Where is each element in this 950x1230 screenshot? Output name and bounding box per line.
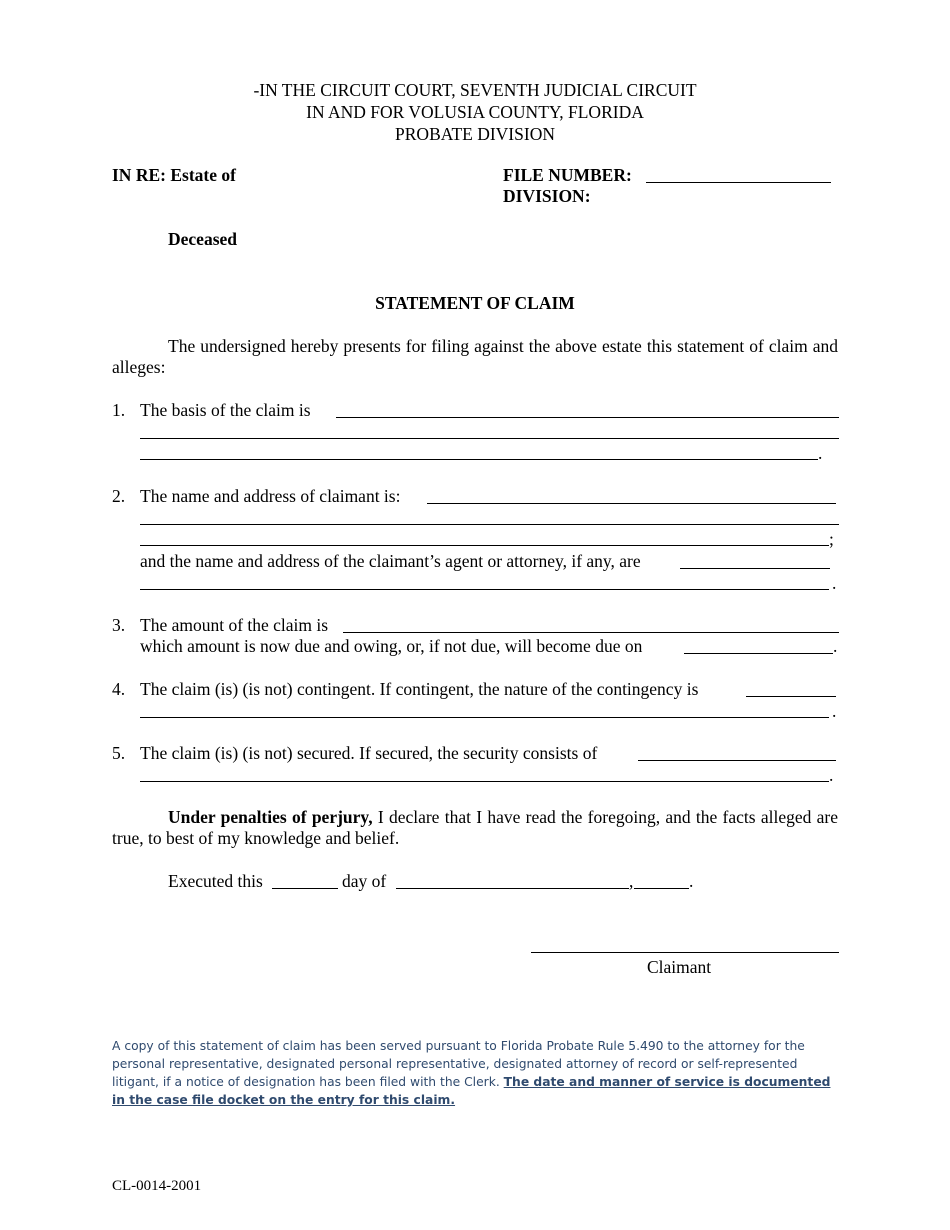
item-3-due-text: which amount is now due and owing, or, if not due, will become due on [140,636,643,656]
day-of-label: day of [342,871,387,891]
basis-of-claim-field-2[interactable] [140,438,839,439]
court-header-line-1: -IN THE CIRCUIT COURT, SEVENTH JUDICIAL CIRCUIT [253,80,697,100]
file-number-label: FILE NUMBER: [503,165,632,185]
division-label: DIVISION: [503,186,591,206]
item-2-semicolon: ; [829,529,834,549]
agent-address-field-1[interactable] [680,568,830,569]
claimant-address-field-2[interactable] [140,524,839,525]
service-notice-emphasis: The date and manner of service is documented in the case file docket on the entry for this claim. [112,1075,831,1107]
item-3-period: . [833,636,838,656]
item-4-number: 4. [112,679,126,699]
item-3-text: The amount of the claim is [140,615,329,635]
perjury-bold: Under penalties of perjury, [168,807,373,827]
in-re-label: IN RE: Estate of [112,165,236,185]
deceased-label: Deceased [168,229,238,249]
item-1-period: . [818,443,823,463]
security-field-1[interactable] [638,760,836,761]
claimant-label: Claimant [647,957,712,977]
contingency-field-2[interactable] [140,717,829,718]
item-1-text: The basis of the claim is [140,400,311,420]
executed-comma: , [629,871,634,891]
document-title: STATEMENT OF CLAIM [375,293,575,313]
court-header-line-2: IN AND FOR VOLUSIA COUNTY, FLORIDA [306,102,644,122]
item-3-number: 3. [112,615,126,635]
item-4-period: . [832,701,837,721]
item-2-text: The name and address of claimant is: [140,486,401,506]
claimant-address-field-1[interactable] [427,503,836,504]
perjury-paragraph [112,807,838,849]
item-1-number: 1. [112,400,126,420]
executed-month-field[interactable] [396,888,629,889]
service-notice-text: A copy of this statement of claim has been served pursuant to Florida Probate Rule 5.490 to the attorney for the personal representative, designated personal representative, designated attorney of record or self-represented litigant, if a notice of designation has been filed with the Clerk. [112,1039,805,1089]
executed-year-field[interactable] [634,888,689,889]
agent-address-field-2[interactable] [140,589,829,590]
service-notice [112,1037,842,1109]
executed-period: . [689,871,694,891]
court-header [0,79,950,145]
claimant-address-field-3[interactable] [140,545,829,546]
basis-of-claim-field-1[interactable] [336,417,839,418]
executed-this-label: Executed this [168,871,263,891]
file-number-field[interactable] [646,182,831,183]
executed-day-field[interactable] [272,888,338,889]
contingency-field-1[interactable] [746,696,836,697]
intro-paragraph: The undersigned hereby presents for filing against the above estate this statement of claim and alleges: [112,336,838,377]
item-2-agent-text: and the name and address of the claimant’s agent or attorney, if any, are [140,551,641,571]
item-5-number: 5. [112,743,126,763]
item-5-text: The claim (is) (is not) secured. If secured, the security consists of [140,743,598,763]
claimant-signature-line[interactable] [531,952,839,953]
item-4-text: The claim (is) (is not) contingent. If contingent, the nature of the contingency is [140,679,699,699]
perjury-rest: I declare that I have read the foregoing, and the facts alleged are true, to best of my knowledge and belief. [112,807,838,848]
item-2-number: 2. [112,486,126,506]
claim-amount-field[interactable] [343,632,839,633]
court-header-line-3: PROBATE DIVISION [395,124,555,144]
item-2-period: . [832,573,837,593]
security-field-2[interactable] [140,781,829,782]
item-5-period: . [829,765,834,785]
basis-of-claim-field-3[interactable] [140,459,818,460]
due-date-field[interactable] [684,653,833,654]
form-number: CL-0014-2001 [112,1178,202,1194]
